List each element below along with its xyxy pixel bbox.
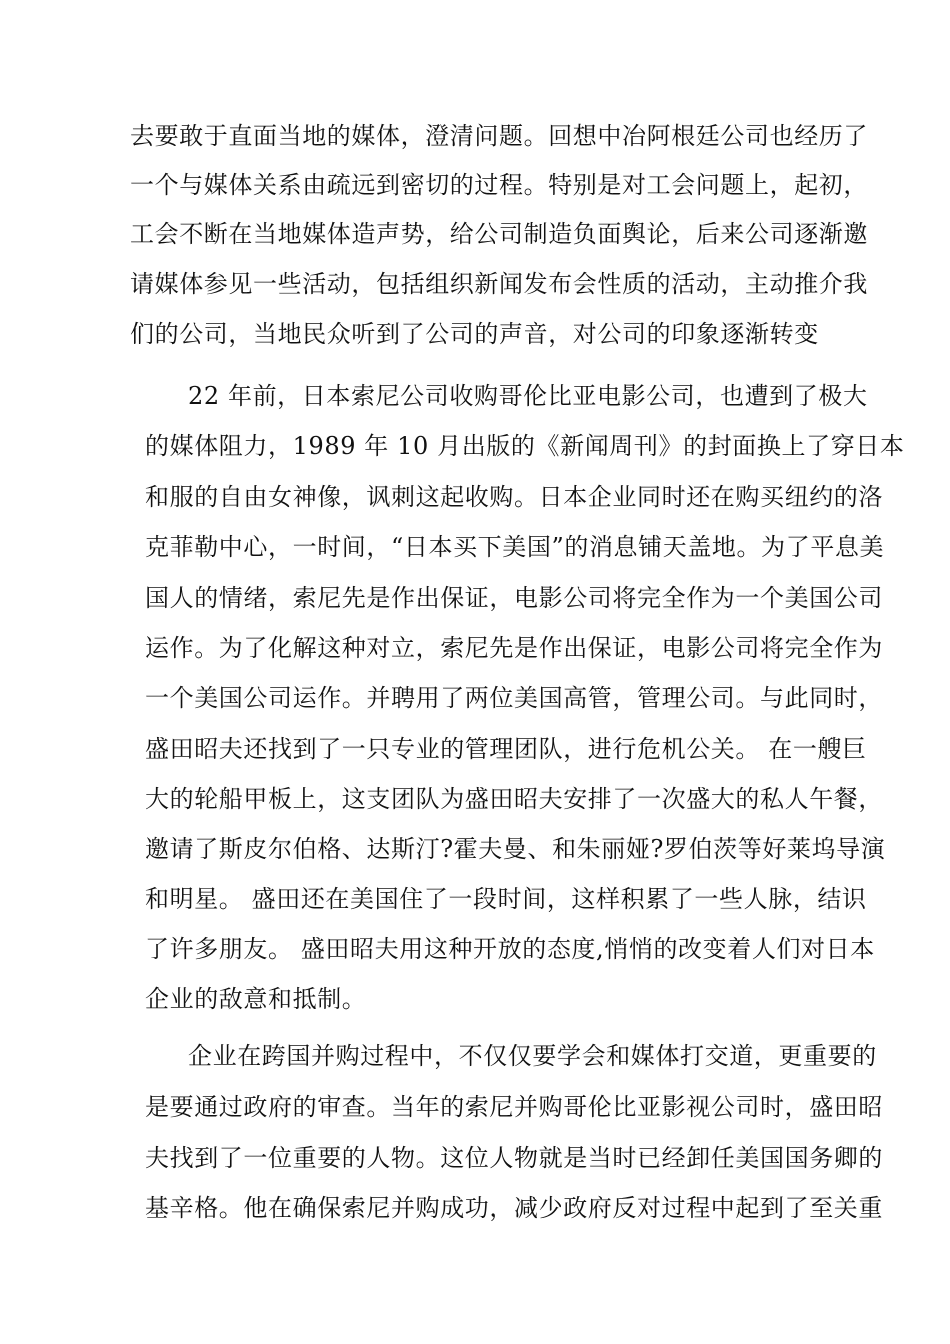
text-line: 的媒体阻力，1989 年 10 月出版的《新闻周刊》的封面换上了穿日本 <box>145 432 905 460</box>
text-line: 们的公司，当地民众听到了公司的声音，对公司的印象逐渐转变 <box>130 320 819 348</box>
text-line: 企业的敌意和抵制。 <box>145 985 367 1013</box>
text-line: 了许多朋友。 盛田昭夫用这种开放的态度,悄悄的改变着人们对日本 <box>145 935 875 963</box>
text-line: 请媒体参见一些活动，包括组织新闻发布会性质的活动，主动推介我 <box>130 270 868 298</box>
text-line: 一个与媒体关系由疏远到密切的过程。特别是对工会问题上，起初， <box>130 171 868 199</box>
text-line: 克菲勒中心，一时间，“日本买下美国”的消息铺天盖地。为了平息美 <box>145 533 885 561</box>
text-line: 国人的情绪，索尼先是作出保证，电影公司将完全作为一个美国公司 <box>145 584 883 612</box>
text-line: 基辛格。他在确保索尼并购成功，减少政府反对过程中起到了至关重 <box>145 1194 883 1222</box>
text-line: 运作。为了化解这种对立，索尼先是作出保证，电影公司将完全作为 <box>145 634 883 662</box>
text-line: 邀请了斯皮尔伯格、达斯汀?霍夫曼、和朱丽娅?罗伯茨等好莱坞导演 <box>145 835 886 863</box>
text-line: 夫找到了一位重要的人物。这位人物就是当时已经卸任美国国务卿的 <box>145 1144 883 1172</box>
text-line: 大的轮船甲板上，这支团队为盛田昭夫安排了一次盛大的私人午餐， <box>145 785 883 813</box>
text-line: 和服的自由女神像，讽刺这起收购。日本企业同时还在购买纽约的洛 <box>145 483 883 511</box>
text-line: 和明星。 盛田还在美国住了一段时间，这样积累了一些人脉，结识 <box>145 885 867 913</box>
text-line: 去要敢于直面当地的媒体，澄清问题。回想中冶阿根廷公司也经历了 <box>130 122 868 150</box>
text-line: 是要通过政府的审查。当年的索尼并购哥伦比亚影视公司时，盛田昭 <box>145 1093 883 1121</box>
text-line: 一个美国公司运作。并聘用了两位美国高管，管理公司。与此同时， <box>145 684 883 712</box>
text-line: 工会不断在当地媒体造声势，给公司制造负面舆论，后来公司逐渐邀 <box>130 220 868 248</box>
text-line: 22 年前，日本索尼公司收购哥伦比亚电影公司，也遭到了极大 <box>188 382 868 410</box>
text-line: 企业在跨国并购过程中，不仅仅要学会和媒体打交道，更重要的 <box>188 1042 877 1070</box>
text-line: 盛田昭夫还找到了一只专业的管理团队，进行危机公关。 在一艘巨 <box>145 735 867 763</box>
